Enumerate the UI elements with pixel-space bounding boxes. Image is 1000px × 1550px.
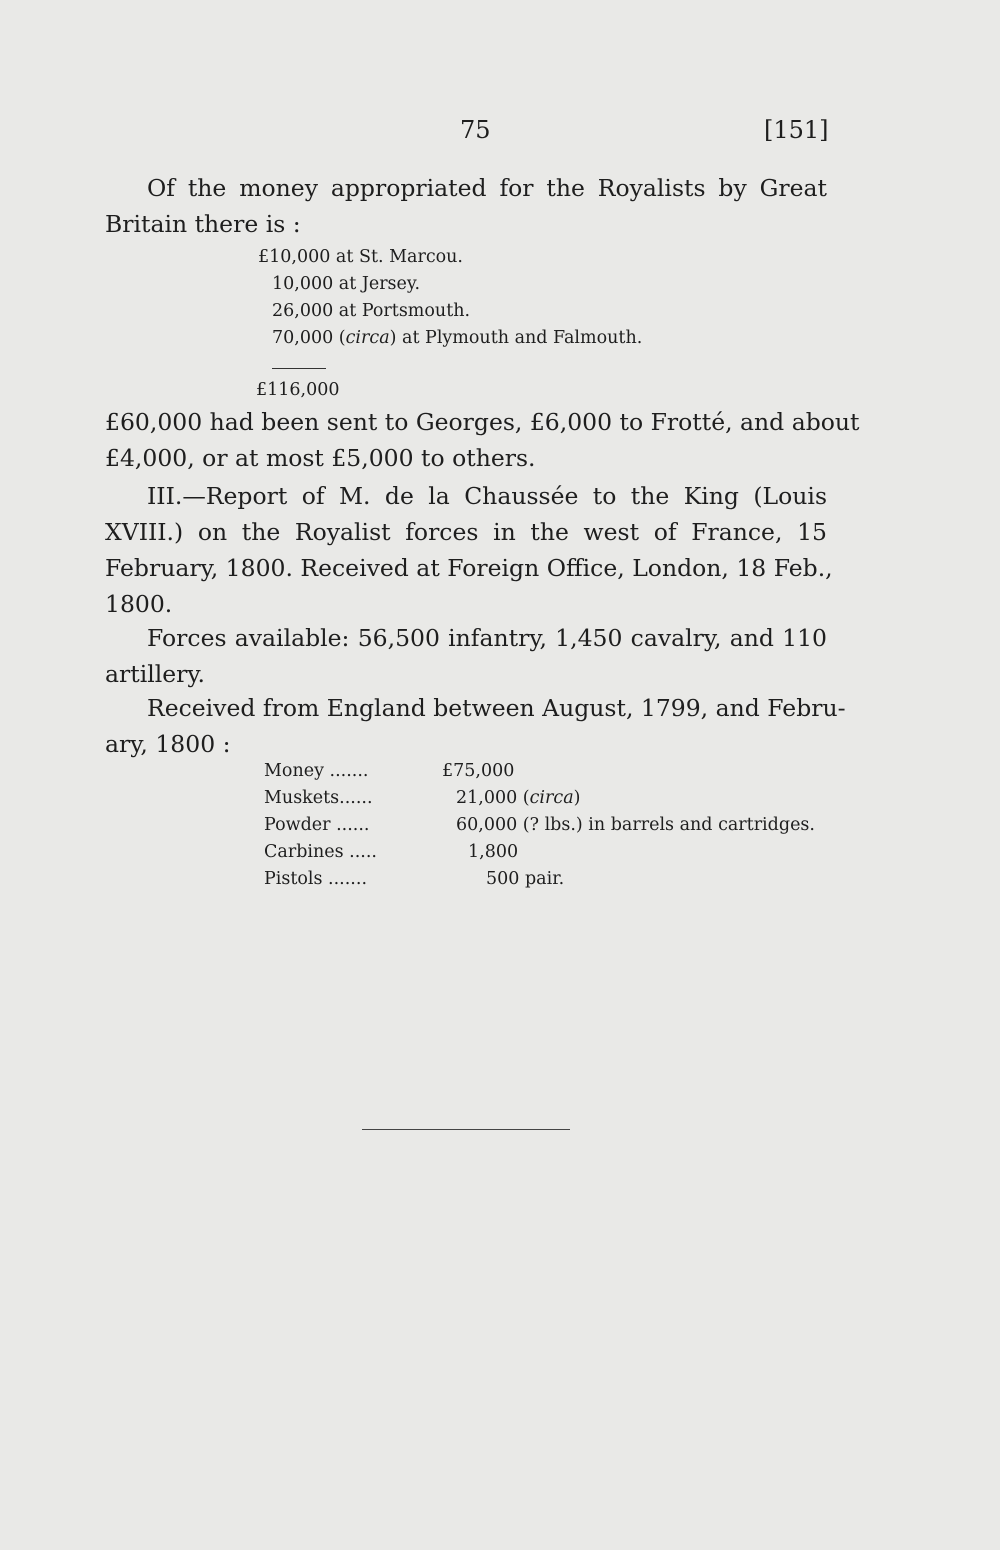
row-value: 1,800	[468, 842, 519, 862]
paragraph-report	[105, 478, 833, 622]
paragraph-line: III.—Report of M. de la Chaussée to the King (Louis	[147, 482, 827, 510]
row-value: 500 pair.	[486, 869, 565, 889]
row-value: £75,000	[442, 761, 515, 781]
royalist-funds-list	[258, 244, 642, 352]
page-number: 75	[460, 116, 491, 144]
folio-number: [151]	[764, 116, 829, 144]
paragraph-line: 1800.	[105, 590, 173, 618]
row-label: Carbines .....	[264, 842, 377, 862]
end-rule	[362, 1129, 570, 1130]
funds-total: £116,000	[256, 380, 340, 400]
row-label: Pistols .......	[264, 869, 368, 889]
fund-circa: circa	[345, 328, 390, 348]
row-value: 21,000 (circa)	[456, 788, 581, 808]
fund-item: 10,000 at Jersey.	[272, 274, 421, 294]
paragraph-line: ary, 1800 :	[105, 730, 231, 758]
paragraph-line: XVIII.) on the Royalist forces in the west of France, 15	[105, 518, 827, 546]
paragraph-line: Received from England between August, 1799, and Febru-	[147, 694, 846, 722]
paragraph-line: £4,000, or at most £5,000 to others.	[105, 444, 536, 472]
paragraph-line: Forces available: 56,500 infantry, 1,450 cavalry, and 110	[147, 624, 827, 652]
paragraph-line: Britain there is :	[105, 210, 301, 238]
paragraph-money-sent	[105, 404, 860, 476]
sum-rule	[272, 368, 326, 369]
paragraph-line: Of the money appropriated for the Royalists by Great	[147, 174, 827, 202]
fund-location: ) at Plymouth and Falmouth.	[389, 328, 643, 348]
fund-item: £10,000 at St. Marcou.	[258, 247, 463, 267]
paragraph-line: February, 1800. Received at Foreign Office, London, 18 Feb.,	[105, 554, 833, 582]
paragraph-line: £60,000 had been sent to Georges, £6,000 to Frotté, and about	[105, 408, 860, 436]
paragraph-received	[105, 690, 846, 762]
row-label: Muskets......	[264, 788, 373, 808]
paragraph-forces	[105, 620, 827, 692]
paragraph-money-intro	[105, 170, 827, 242]
fund-item: 26,000 at Portsmouth.	[272, 301, 471, 321]
fund-item	[258, 325, 642, 352]
fund-amount: 70,000 (	[272, 328, 346, 348]
row-value: 60,000 (? lbs.) in barrels and cartridges.	[456, 815, 815, 835]
paragraph-line: artillery.	[105, 660, 206, 688]
row-label: Money .......	[264, 761, 369, 781]
row-label: Powder ......	[264, 815, 370, 835]
value-circa: circa	[529, 788, 574, 808]
